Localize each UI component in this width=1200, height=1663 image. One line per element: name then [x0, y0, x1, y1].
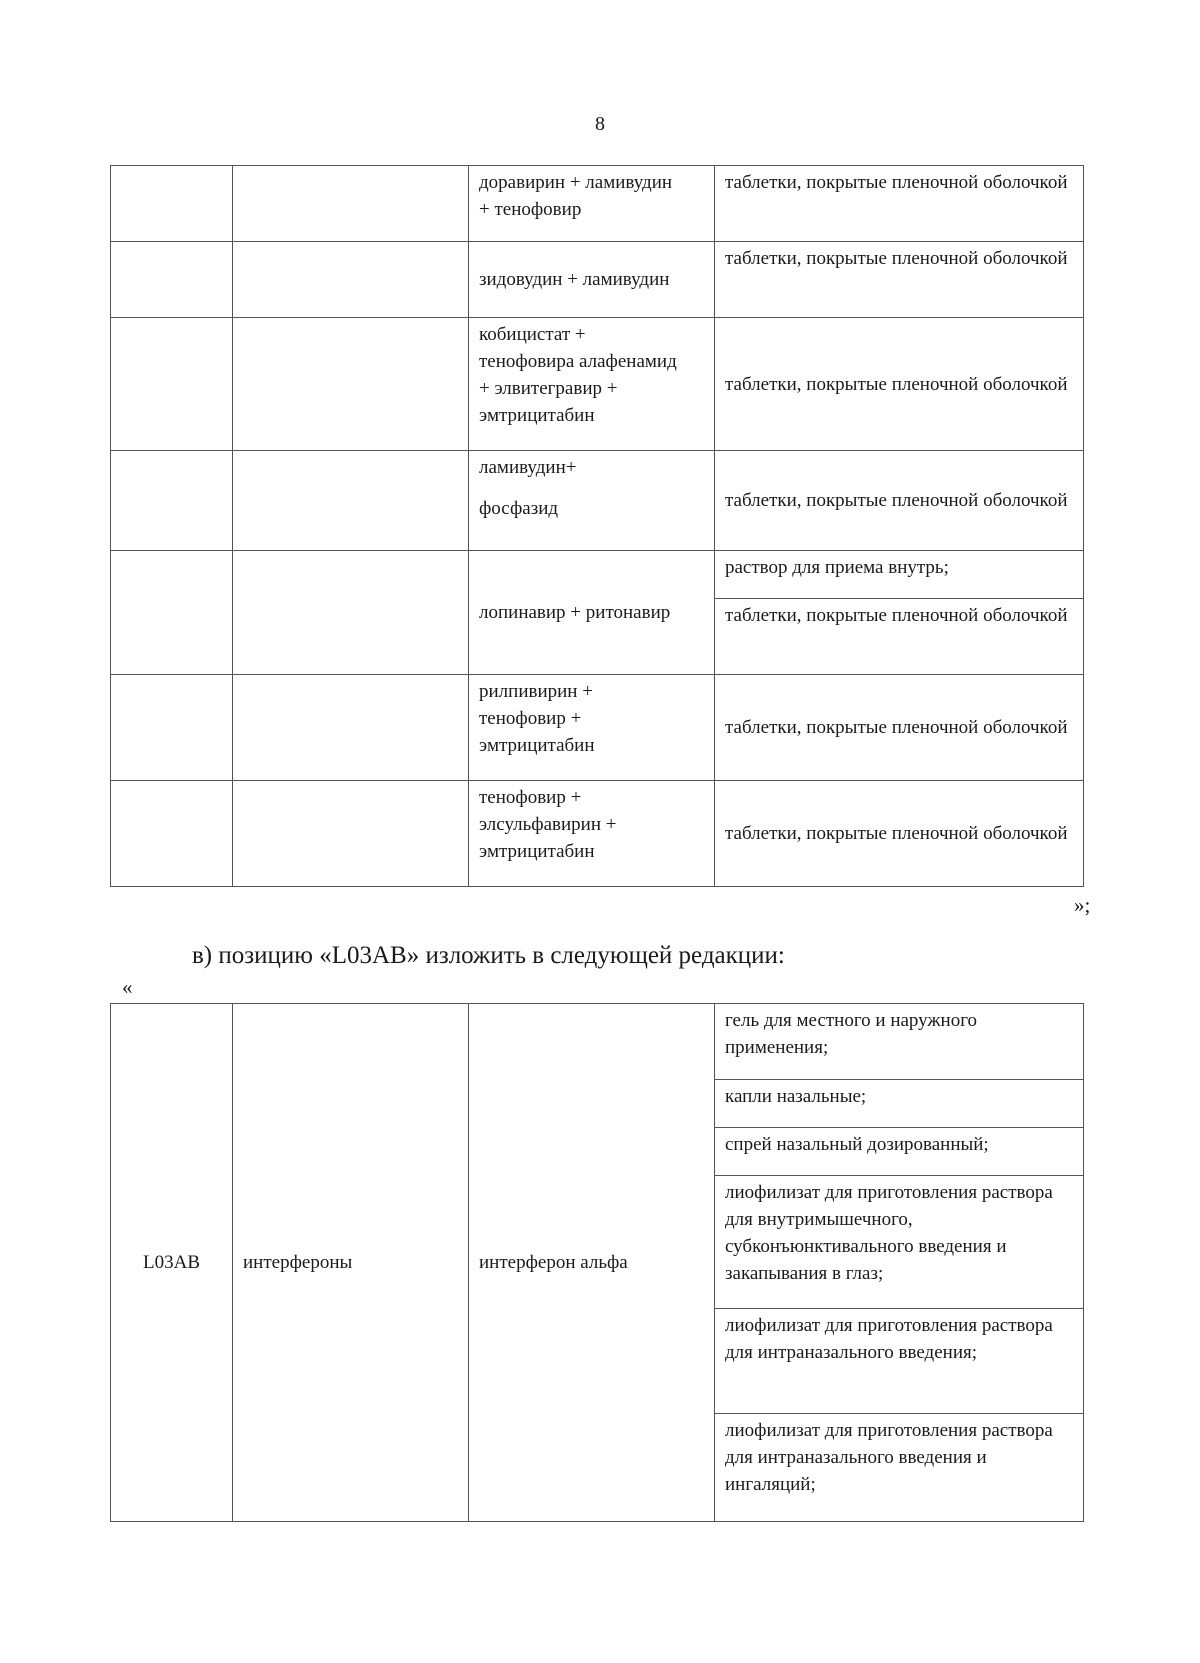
dosage-form-cell: лиофилизат для приготовления раствора для интраназального введения; [715, 1309, 1084, 1414]
atc-group-cell [233, 551, 469, 675]
dosage-form-cell: спрей назальный дозированный; [715, 1128, 1084, 1176]
inn-cell: интерферон альфа [469, 1004, 715, 1522]
atc-group-cell: интерфероны [233, 1004, 469, 1522]
dosage-form-cell: раствор для приема внутрь; [715, 551, 1084, 599]
atc-code-cell [111, 451, 233, 551]
atc-group-cell [233, 318, 469, 451]
dosage-form-cell: таблетки, покрытые пленочной оболочкой [715, 451, 1084, 551]
dosage-form-cell: таблетки, покрытые пленочной оболочкой [715, 242, 1084, 318]
atc-group-cell [233, 166, 469, 242]
atc-code-cell [111, 242, 233, 318]
inn-cell: зидовудин + ламивудин [469, 242, 715, 318]
dosage-form-cell: таблетки, покрытые пленочной оболочкой [715, 675, 1084, 781]
table-row [111, 1004, 1084, 1080]
dosage-form-cell: гель для местного и наружного применения; [715, 1004, 1084, 1080]
inn-cell: кобицистат + тенофовира алафенамид + элвитегравир + эмтрицитабин [469, 318, 715, 451]
opening-quote: « [122, 975, 133, 999]
atc-group-cell [233, 242, 469, 318]
dosage-form-cell: таблетки, покрытые пленочной оболочкой [715, 599, 1084, 675]
instruction-paragraph: в) позицию «L03AB» изложить в следующей редакции: [192, 942, 785, 969]
closing-quote: »; [1074, 893, 1091, 917]
atc-group-cell [233, 675, 469, 781]
table-row [111, 781, 1084, 887]
inn-cell: рилпивирин + тенофовир + эмтрицитабин [469, 675, 715, 781]
atc-group-cell [233, 451, 469, 551]
dosage-form-cell: таблетки, покрытые пленочной оболочкой [715, 318, 1084, 451]
atc-code-cell [111, 675, 233, 781]
page-number: 8 [595, 113, 605, 135]
dosage-form-cell: лиофилизат для приготовления раствора для внутримышечного, субконъюнктивального введения и закапывания в глаз; [715, 1176, 1084, 1309]
dosage-form-cell: лиофилизат для приготовления раствора для интраназального введения и ингаляций; [715, 1414, 1084, 1522]
dosage-form-cell: капли назальные; [715, 1080, 1084, 1128]
medication-table-l03ab [110, 1003, 1084, 1522]
atc-code-cell [111, 781, 233, 887]
inn-cell: доравирин + ламивудин + тенофовир [469, 166, 715, 242]
table-row [111, 242, 1084, 318]
table-row [111, 166, 1084, 242]
inn-cell: тенофовир + элсульфавирин + эмтрицитабин [469, 781, 715, 887]
atc-code-cell: L03AB [111, 1004, 233, 1522]
dosage-form-cell: таблетки, покрытые пленочной оболочкой [715, 781, 1084, 887]
dosage-form-cell: таблетки, покрытые пленочной оболочкой [715, 166, 1084, 242]
table-row [111, 551, 1084, 599]
inn-cell: ламивудин+ фосфазид [469, 451, 715, 551]
inn-cell: лопинавир + ритонавир [469, 551, 715, 675]
medication-table-continued [110, 165, 1084, 887]
atc-code-cell [111, 166, 233, 242]
table-row [111, 675, 1084, 781]
atc-code-cell [111, 318, 233, 451]
atc-group-cell [233, 781, 469, 887]
atc-code-cell [111, 551, 233, 675]
table-row [111, 318, 1084, 451]
table-row [111, 451, 1084, 551]
